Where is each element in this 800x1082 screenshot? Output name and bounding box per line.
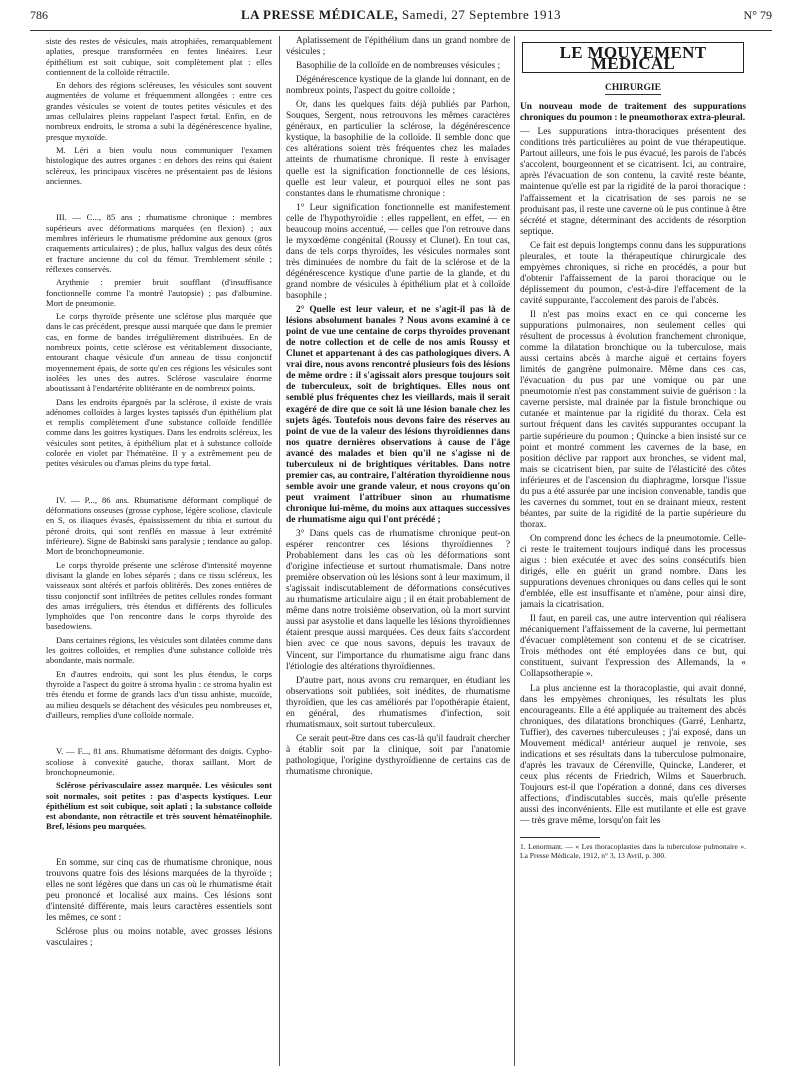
case-paragraph: V. — F..., 81 ans. Rhumatisme déformant des doigts. Cypho-scoliose à convexité gauche, thorax saillant. Mort de bronchopneumonie. (46, 746, 272, 777)
separator (46, 728, 272, 738)
section-heading (520, 83, 746, 94)
paragraph: 2° Quelle est leur valeur, et ne s'agit-il pas là de lésions absolument banales ? Nous avons examiné à ce point de vue une centaine de corps thyroïdes provenant de notre collection et de celle de nos amis Roussy et Clunet et appartenant à des cas pathologiques divers. A vrai dire, nous avons rencontré plusieurs fois des lésions de même ordre : il s'agissait alors presque toujours soit de tuberculeux, soit de brightiques. Elles nous ont semblé plus fréquentes chez les vieillards, mais il serait exagéré de dire que ce soit là une lésion banale chez les sujets âgés. Toutefois nous devons faire des réserves au point de vue de la valeur des lésions thyroïdiennes dans nos quatre dernières observations à cause de l'âge avancé des malades et bien qu'il ne s'agisse ni de tuberculeux ni de brightiques véritables. Dans notre premier cas, au contraire, l'altération thyroïdienne nous semble avoir une grande valeur, et nous croyons qu'on peut vraiment l'attribuer sinon au rhumatisme chronique lui-même, du moins aux attaques successives de rhumatisme aigu qui l'ont précédé ; (286, 305, 510, 525)
page-number: 786 (30, 8, 48, 22)
column-3 (520, 36, 746, 1076)
paragraph: Sclérose périvasculaire assez marquée. Les vésicules sont soit normales, soit petites : pas d'aspects kystiques. Leur épithélium est soit cubique, soit aplati ; la substance colloïde est abondante, non rétractile et très souvent hématéinophile. Bref, lésions peu marquées. (46, 780, 272, 832)
paragraph: Ce fait est depuis longtemps connu dans les suppurations pleurales, et toute la thérapeutique chirurgicale des empyèmes chroniques, si riche en procédés, a pour but d'obtenir l'affaissement de la paroi thoracique ou le déplissement du poumon, c'est-à-dire l'effacement de la cavité suppurante, l'accolement des parois de l'abcès. (520, 240, 746, 306)
paragraph: D'autre part, nous avons cru remarquer, en étudiant les observations soit publiées, soit inédites, de rhumatisme thyroïdien, que les cas améliorés par l'opothérapie étaient, en général, des rhumatismes d'infection, soit rhumatismaux, soit surtout tuberculeux. (286, 675, 510, 730)
column-1 (46, 36, 272, 1076)
paragraph: Dégénérescence kystique de la glande lui donnant, en de nombreux points, l'aspect du goitre colloïde ; (286, 75, 510, 97)
case-paragraph: III. — C..., 85 ans ; rhumatisme chronique : membres supérieurs avec déformations marquées (en flexion) ; aux membres inférieurs le rhumatisme prédomine aux genoux (gros craquements articulaires) ; de plus, hallux valgus des deux côtés et fracture ancienne du col du fémur. Tremblement sénile ; réflexes conservés. (46, 212, 272, 274)
paragraph: Le corps thyroïde présente une sclérose plus marquée que dans le cas précédent, presque aussi marquée que dans le premier cas, en forme de bandes irrégulièrement distribuées. En de nombreux points, cette sclérose est véritablement dissociante, entourant chaque vésicule d'un anneau de tissu conjonctif moyennement épais, de sorte qu'en ces régions les vésicules sont isolées les unes des autres. Sclérose vasculaire énorme aboutissant à l'endartérite oblitérante en de nombreux points. (46, 311, 272, 394)
running-title (30, 7, 772, 23)
column-divider (514, 36, 515, 1066)
paragraph: Le corps thyroïde présente une sclérose d'intensité moyenne divisant la glande en lobes séparés ; dans ce tissu scléreux, les vaisseaux sont altérés et parfois oblitérés. Des zones entières de tissu conjonctif sont infiltrées de petites cellules rondes formant des amas irréguliers, très étendus et différents des follicules lymphoïdes que l'on rencontre dans le corps thyroïde des basedowiens. (46, 559, 272, 632)
paragraph: — Les suppurations intra-thoraciques présentent des conditions très particulières au point de vue thérapeutique. Partout ailleurs, une fois le pus évacué, les parois de l'abcès s'accolent, bourgeonnent et se cicatrisent. Ici, au contraire, après l'évacuation de son contenu, la cavité reste béante, maintenue qu'elle est par la rigidité de la paroi thoracique : l'affaissement et la cicatrisation de ses parois ne se produisant pas, il reste une caverne où le pus continue à être sécrété et stagne, déterminant des accidents de résorption septique. (520, 127, 746, 237)
issue-number: N° 79 (743, 8, 772, 22)
paragraph: Basophilie de la colloïde en de nombreuses vésicules ; (296, 61, 501, 72)
paragraph: Aplatissement de l'épithélium dans un grand nombre de vésicules ; (286, 36, 510, 58)
section-heading-text: CHIRURGIE (605, 83, 661, 94)
paragraph: Dans les endroits épargnés par la sclérose, il existe de vrais adénomes colloïdes à larges kystes tapissés d'un épithélium plat et remplis complètement d'une substance colloïde fendillée comme dans les goitres kystiques. Dans les endroits scléreux, les vésicules sont petites, à épithélium plat et à substance colloïde colorée en violet par l'hématéine. Il y a extrêmement peu de petites vésicules ou d'amas pleins du type fœtal. (46, 396, 272, 469)
paragraph: En d'autres endroits, qui sont les plus étendus, le corps thyroïde a l'aspect du goitre à stroma hyalin : ce stroma hyalin est très étendu et forme de grands lacs d'un tissu anhiste, mucoïde, au milieu desquels se détachent des vésicules peu nombreuses et, d'ailleurs, remplies d'une colloïde normale. (46, 668, 272, 720)
paragraph: siste des restes de vésicules, mais atrophiées, remarquablement aplaties, presque transformées en fentes linéaires. Leur épithélium est soit cubique, soit complètement plat : elles contiennent de la colloïde rétractile. (46, 36, 272, 77)
paragraph: En somme, sur cinq cas de rhumatisme chronique, nous trouvons quatre fois des lésions marquées de la thyroïde ; elles ne sont légères que dans un cas où le rhumatisme était peu prononcé et localisé aux mains. Ces lésions sont d'intensité différente, mais leurs caractères essentiels sont les mêmes, ce sont : (46, 858, 272, 924)
page-header (30, 4, 772, 31)
article-title: Un nouveau mode de traitement des suppurations chroniques du poumon : le pneumothorax extra-pleural. (520, 102, 746, 124)
column-2 (286, 36, 510, 1076)
footnote-rule (520, 837, 600, 838)
paragraph: On comprend donc les échecs de la pneumotomie. Celle-ci reste le traitement toujours indiqué dans les processus aigus : bien exécutée et avec des soins consécutifs bien dirigés, elle en guérit un grand nombre. Dans les suppurations devenues chroniques ou dans celles qui le sont d'emblée, elle est insuffisante et n'amène, pour ainsi dire, jamais la cicatrisation. (520, 533, 746, 611)
paragraph: Ce serait peut-être dans ces cas-là qu'il faudrait chercher à établir soit par la clinique, soit par l'anatomie pathologique, l'origine dysthyroïdienne de certains cas de rhumatisme chronique. (286, 733, 510, 777)
paragraph: Dans certaines régions, les vésicules sont dilatées comme dans les goitres colloïdes, et remplies d'une substance colloïde très abondante, mais normale. (46, 634, 272, 666)
issue-date: Samedi, 27 Septembre 1913 (401, 7, 562, 22)
case-paragraph: IV. — P..., 86 ans. Rhumatisme déformant compliqué de déformations osseuses (grosse cyphose, légère scoliose, clavicule en S, os iliaques évasés, épaississement du tibia et surtout du péroné droits, qui sont renflés en massue à leur extrémité inférieure). Signe de Babinski sans paralysie ; tendance au galop. Mort de bronchopneumonie. (46, 494, 272, 557)
separator (46, 840, 272, 850)
paragraph: La plus ancienne est la thoracoplastie, qui avait donné, dans les empyèmes chroniques, les résultats les plus encourageants. Elle a été appliquée au traitement des abcès chroniques, des dilatations bronchiques (Garré, Lenhartz, Tuffier), des cavernes tuberculeuses ; j'ai exposé, dans un Mouvement médical¹ antérieur auquel je renvoie, ses indications et ses résultats dans la tuberculose pulmonaire, d'après les travaux de Cérenville, Quincke, Landerer, et ceux plus récents de Friedrich, Wilms et Sauerbruch. Toujours est-il que l'opération a donné, dans ces diverses affections, d'indiscutables succès, mais qu'elle présente aussi des inconvénients. Elle est mutilante et elle est grave — très grave même, lorsqu'on fait les (520, 683, 746, 827)
paragraph: Il n'est pas moins exact en ce qui concerne les suppurations pulmonaires, non seulement celles qui résultent de processus à évolution franchement chronique, comme la dilatation bronchique ou la tuberculose, mais aussi certains abcès à marche aiguë et certains foyers limités de gangrène pulmonaire. Même dans ces cas, l'évacuation du pus par une vomique ou par une pneumotomie n'est pas constamment suivie de guérison : la caverne persiste, mal drainée par la fistule bronchique ou cutanée et maintenue par la rigidité du thorax. Cela est surtout fréquent dans les cavités suppurantes occupant la partie supérieure du poumon ; Quincke a bien insisté sur ce point et montré comment les cavernes de la base, en position déclive par rapport aux bronches, se vident mal, mais se cicatrisent bien, par suite de l'élasticité des côtes inférieures et de l'ascension du diaphragme, lorsque l'issue du pus a été assurée par une incision convenable, tandis que les cavernes du sommet, tout en se drainant mieux, restent béantes, par suite de la rigidité de la partie supérieure du thorax. (520, 309, 746, 530)
paragraph: 3° Dans quels cas de rhumatisme chronique peut-on espérer rencontrer ces lésions thyroïdiennes ? Probablement dans les cas où les déformations sont d'origine infectieuse et surtout rhumatismale. Dans notre première observation où les lésions sont à leur maximum, il s'agissait indiscutablement de déformations consécutives au rhumatisme articulaire aigu ; il en était probablement de même dans notre troisième observation, où la mort survint aussi par asystolie et dans laquelle les lésions thyroïdiennes étaient presque aussi marquées. Ces deux faits s'accordent bien avec ce que nous savons, depuis les travaux de Vincent, sur l'importance du rhumatisme aigu franc dans l'étiologie des altérations thyroïdiennes. (286, 529, 510, 672)
section-banner: LE MOUVEMENT MÉDICAL (522, 42, 744, 73)
paragraph: Il faut, en pareil cas, une autre intervention qui réalisera mécaniquement l'affaissement de la caverne, lui permettant d'évacuer complètement son contenu et de se cicatriser. Trois méthodes ont été employées dans ce but, qui constituent, suivant l'expression des Allemands, la « Collapsotherapie ». (520, 614, 746, 680)
paragraph: En dehors des régions scléreuses, les vésicules sont souvent augmentées de volume et fréquemment allongées : entre ces grandes vésicules se voient de toutes petites vésicules et des amas cellulaires pleins rappelant l'aspect fœtal. Enfin, en de nombreux endroits, le stroma a subi la dégénérescence hyaline, presque myxoïde. (46, 80, 272, 142)
journal-name: LA PRESSE MÉDICALE, (240, 7, 399, 22)
column-divider (279, 36, 280, 1066)
paragraph: Sclérose plus ou moins notable, avec grosses lésions vasculaires ; (46, 927, 272, 949)
separator (46, 194, 272, 204)
separator (46, 477, 272, 487)
paragraph: 1° Leur signification fonctionnelle est manifestement celle de l'hypothyroïdie : elles rappellent, en effet, — en beaucoup moins accentué, — celles que l'on retrouve dans le myxœdème congénital (Roussy et Clunet). En tout cas, dans de tels corps thyroïdes, les vésicules normales sont très diminuées de nombre du fait de la sclérose et de la dégénérescence kystique d'une partie de la glande, et du grand nombre de vésicules à épithélium plat et à colloïde basophile ; (286, 202, 510, 302)
paragraph: Or, dans les quelques faits déjà publiés par Parhon, Souques, Sergent, nous retrouvons les mêmes caractères généraux, en particulier la sclérose, la dégénérescence kystique, la basophilie de la colloïde. Il semble donc que ces altérations soient très fréquentes chez les malades atteints de rhumatisme chronique. Il reste à envisager quelle est la signification fonctionnelle de ces lésions, quelle est leur valeur, et pourquoi elles ne sont pas constantes dans le rhumatisme chronique : (286, 100, 510, 199)
paragraph: M. Léri a bien voulu nous communiquer l'examen histologique des autres organes : en dehors des reins qui étaient scléreux, les principaux viscères ne présentaient pas de lésions anciennes. (46, 144, 272, 186)
footnote: 1. Lenormant. — « Les thoracoplasties dans la tuberculose pulmonaire ». La Presse Médicale, 1912, n° 3, 13 Avril, p. 300. (520, 842, 746, 861)
paragraph: Arythmie : premier bruit soufflant (d'insuffisance fonctionnelle comme l'a montré l'autopsie) ; pas d'albumine. Mort de pneumonie. (46, 277, 272, 308)
